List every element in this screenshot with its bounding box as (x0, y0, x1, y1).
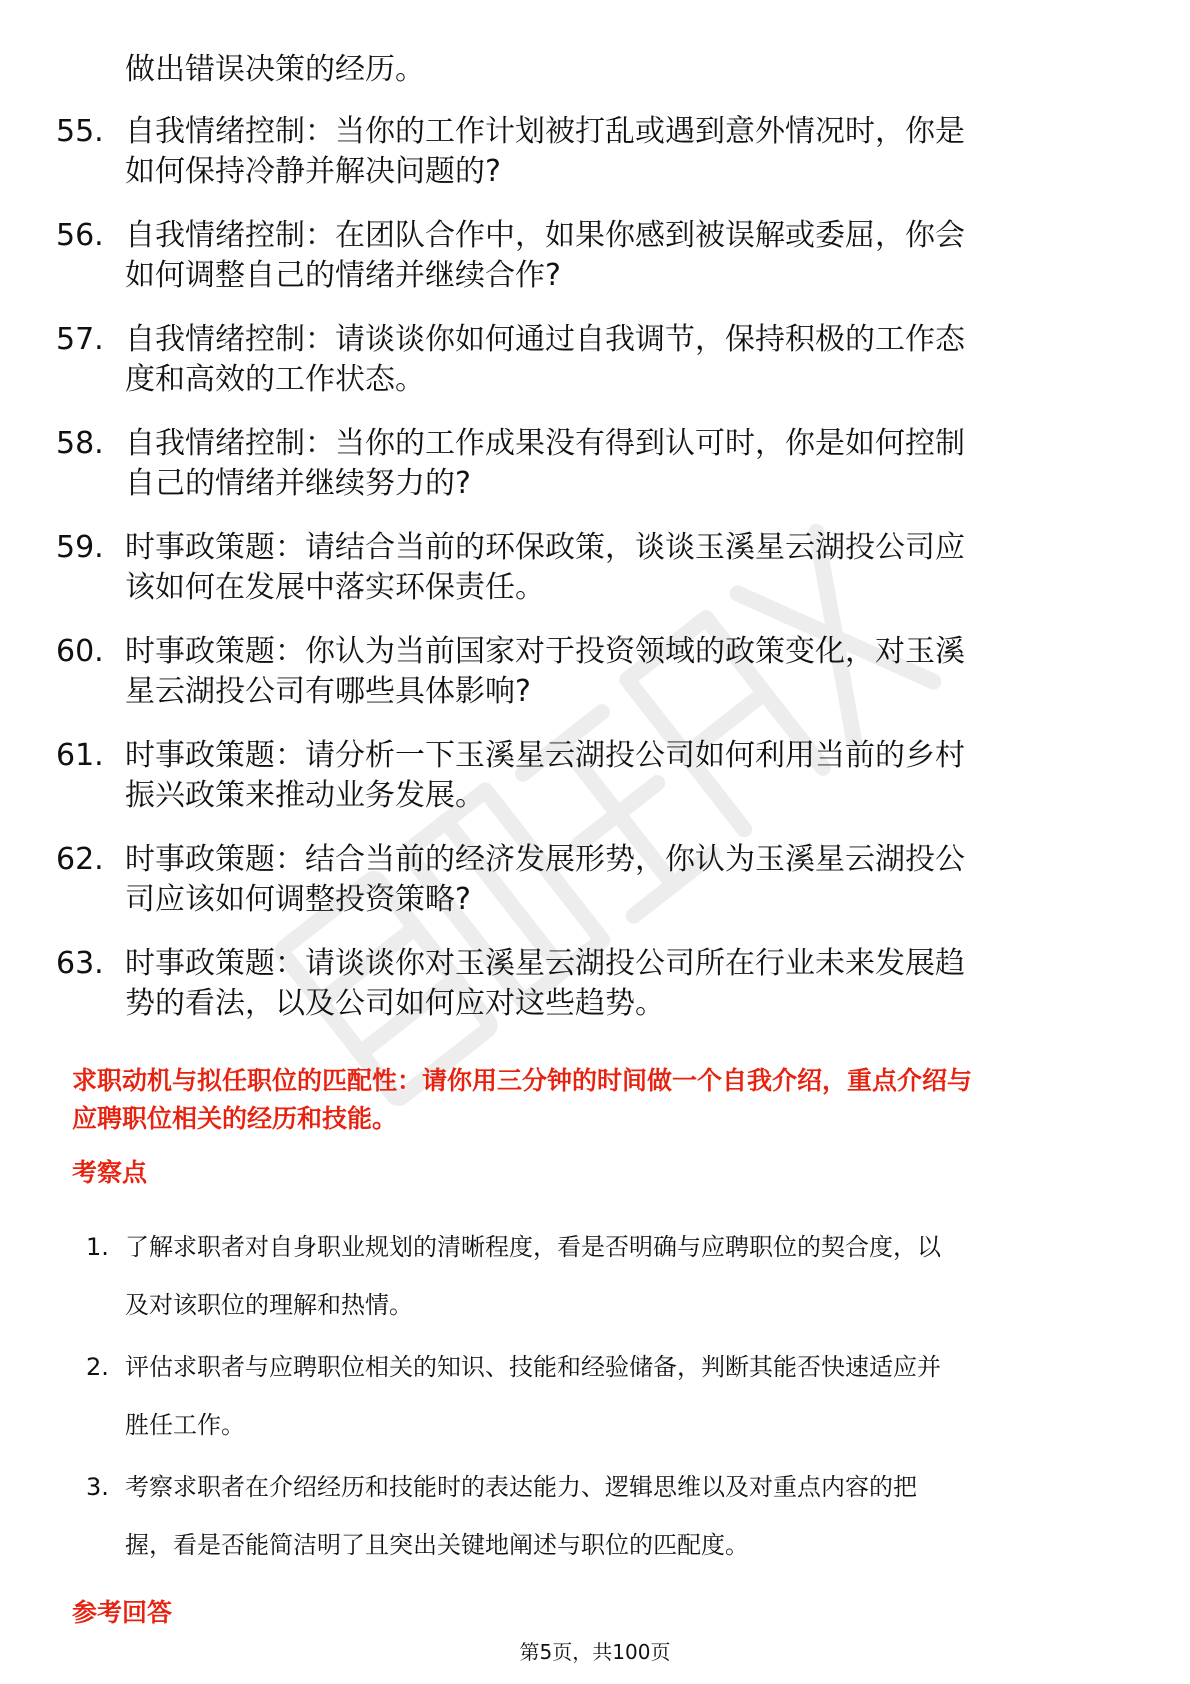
question-text (125, 320, 1110, 400)
question-item (0, 528, 1190, 614)
point-number: 1. (86, 1233, 109, 1261)
assessment-point (0, 1458, 1190, 1574)
point-number: 3. (86, 1473, 109, 1501)
question-line: 时事政策题：结合当前的经济发展形势，你认为玉溪星云湖投公 (125, 842, 965, 877)
point-text (125, 1218, 1115, 1334)
question-line: 时事政策题：请分析一下玉溪星云湖投公司如何利用当前的乡村 (125, 738, 965, 773)
section-title (72, 1062, 1132, 1138)
question-line: 势的看法，以及公司如何应对这些趋势。 (125, 986, 665, 1021)
point-text (125, 1338, 1115, 1454)
point-line: 握，看是否能简洁明了且突出关键地阐述与职位的匹配度。 (125, 1531, 749, 1559)
question-line: 时事政策题：你认为当前国家对于投资领域的政策变化，对玉溪 (125, 634, 965, 669)
question-line: 自我情绪控制：在团队合作中，如果你感到被误解或委屈，你会 (125, 218, 965, 253)
section-title-line: 应聘职位相关的经历和技能。 (72, 1104, 398, 1133)
point-line: 胜任工作。 (125, 1411, 245, 1439)
question-line: 如何保持冷静并解决问题的? (125, 154, 501, 189)
question-line: 自我情绪控制：请谈谈你如何通过自我调节，保持积极的工作态 (125, 322, 965, 357)
question-text (125, 944, 1110, 1024)
question-text (125, 424, 1110, 504)
point-line: 评估求职者与应聘职位相关的知识、技能和经验储备，判断其能否快速适应并 (125, 1353, 941, 1381)
point-line: 考察求职者在介绍经历和技能时的表达能力、逻辑思维以及对重点内容的把 (125, 1473, 917, 1501)
assessment-point (0, 1218, 1190, 1334)
question-line: 自我情绪控制：当你的工作成果没有得到认可时，你是如何控制 (125, 426, 965, 461)
point-line: 及对该职位的理解和热情。 (125, 1291, 413, 1319)
point-number: 2. (86, 1353, 109, 1381)
question-list (0, 112, 1190, 1048)
section-title-line: 求职动机与拟任职位的匹配性：请你用三分钟的时间做一个自我介绍，重点介绍与 (72, 1066, 973, 1095)
question-line: 星云湖投公司有哪些具体影响? (125, 674, 531, 709)
page-footer: 第5页，共100页 (519, 1640, 671, 1664)
question-text (125, 216, 1110, 296)
question-text (125, 736, 1110, 816)
question-number: 61. (56, 738, 104, 773)
question-line: 振兴政策来推动业务发展。 (125, 778, 485, 813)
question-line: 该如何在发展中落实环保责任。 (125, 570, 545, 605)
continued-question-text: 做出错误决策的经历。 (125, 52, 425, 87)
question-text (125, 840, 1110, 920)
question-text (125, 528, 1110, 608)
question-line: 如何调整自己的情绪并继续合作? (125, 258, 561, 293)
question-line: 度和高效的工作状态。 (125, 362, 425, 397)
question-text (125, 112, 1110, 192)
question-item (0, 424, 1190, 510)
assessment-point (0, 1338, 1190, 1454)
assessment-points-list (0, 1218, 1190, 1578)
question-item (0, 632, 1190, 718)
question-text (125, 632, 1110, 712)
question-item (0, 944, 1190, 1030)
question-line: 自我情绪控制：当你的工作计划被打乱或遇到意外情况时，你是 (125, 114, 965, 149)
point-line: 了解求职者对自身职业规划的清晰程度，看是否明确与应聘职位的契合度，以 (125, 1233, 941, 1261)
question-item (0, 112, 1190, 198)
question-line: 时事政策题：请谈谈你对玉溪星云湖投公司所在行业未来发展趋 (125, 946, 965, 981)
question-number: 59. (56, 530, 104, 565)
question-item (0, 216, 1190, 302)
question-line: 自己的情绪并继续努力的? (125, 466, 471, 501)
question-number: 58. (56, 426, 104, 461)
question-item (0, 736, 1190, 822)
question-number: 56. (56, 218, 104, 253)
question-line: 时事政策题：请结合当前的环保政策，谈谈玉溪星云湖投公司应 (125, 530, 965, 565)
question-number: 57. (56, 322, 104, 357)
question-line: 司应该如何调整投资策略? (125, 882, 471, 917)
answer-heading: 参考回答 (72, 1598, 173, 1627)
question-number: 60. (56, 634, 104, 669)
question-item (0, 320, 1190, 406)
question-number: 62. (56, 842, 104, 877)
question-item (0, 840, 1190, 926)
question-number: 63. (56, 946, 104, 981)
point-text (125, 1458, 1115, 1574)
points-heading: 考察点 (72, 1158, 148, 1187)
question-number: 55. (56, 114, 104, 149)
